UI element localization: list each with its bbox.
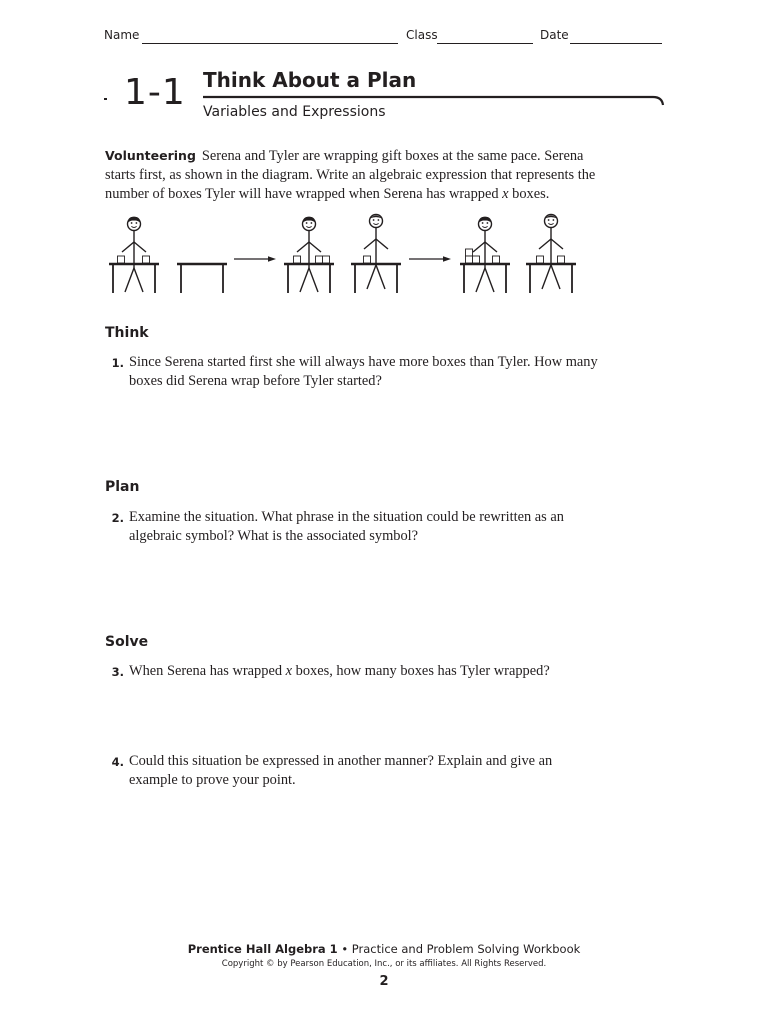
problem-statement bbox=[105, 146, 605, 204]
question-3-text-1: When Serena has wrapped bbox=[129, 663, 286, 679]
question-4 bbox=[104, 752, 604, 790]
scene-tyler-middle bbox=[351, 215, 401, 294]
question-3-number: 3. bbox=[111, 665, 124, 679]
question-1 bbox=[104, 353, 604, 391]
footer-book-title: Prentice Hall Algebra 1 bbox=[187, 942, 338, 956]
footer-book-subtitle: Practice and Problem Solving Workbook bbox=[351, 942, 581, 956]
footer-book-line bbox=[0, 942, 768, 956]
page-number: 2 bbox=[379, 974, 389, 989]
question-3 bbox=[104, 662, 604, 681]
name-label: Name bbox=[104, 28, 140, 42]
question-3-variable: x bbox=[285, 663, 293, 679]
scene-serena-middle bbox=[284, 217, 334, 293]
section-solve: Solve bbox=[105, 634, 149, 650]
question-4-number: 4. bbox=[111, 755, 124, 769]
scene-serena-end bbox=[460, 217, 510, 293]
date-label: Date bbox=[540, 28, 569, 42]
class-label: Class bbox=[406, 28, 438, 42]
scene-serena-start bbox=[109, 217, 159, 293]
footer-separator: • bbox=[341, 942, 349, 956]
scene-tyler-end bbox=[526, 215, 576, 294]
question-1-text: Since Serena started first she will always have more boxes than Tyler. How many boxes did Serena wrap before Tyler started? bbox=[129, 354, 598, 389]
problem-variable: x bbox=[502, 186, 509, 202]
section-think: Think bbox=[105, 325, 149, 341]
question-2 bbox=[104, 508, 604, 546]
wrapping-diagram bbox=[104, 212, 584, 298]
question-2-text: Examine the situation. What phrase in the situation could be rewritten as an algebraic symbol? What is the associated symbol? bbox=[129, 509, 564, 544]
lesson-subtitle: Variables and Expressions bbox=[203, 104, 386, 120]
question-3-text bbox=[129, 662, 604, 681]
lesson-title: Think About a Plan bbox=[203, 68, 417, 92]
question-3-text-2: boxes, how many boxes has Tyler wrapped? bbox=[292, 663, 550, 679]
problem-lead: Volunteering bbox=[105, 148, 196, 163]
section-plan: Plan bbox=[105, 479, 140, 495]
table-empty bbox=[177, 264, 227, 293]
class-field[interactable] bbox=[437, 43, 533, 44]
question-2-number: 2. bbox=[111, 511, 124, 525]
date-field[interactable] bbox=[570, 43, 662, 44]
question-1-number: 1. bbox=[111, 356, 124, 370]
margin-tick bbox=[104, 98, 107, 100]
problem-text-2: boxes. bbox=[508, 186, 550, 202]
footer-copyright: Copyright © by Pearson Education, Inc., or its affiliates. All Rights Reserved. bbox=[221, 959, 547, 969]
lesson-number: 1-1 bbox=[124, 72, 186, 113]
question-4-text: Could this situation be expressed in another manner? Explain and give an example to prove your point. bbox=[129, 753, 553, 788]
name-field[interactable] bbox=[142, 43, 398, 44]
problem-text-1: Serena and Tyler are wrapping gift boxes at the same pace. Serena starts first, as shown in the diagram. Write an algebraic expression that represents the number of boxes Tyler will have wrapped when Serena has wrapped bbox=[105, 148, 596, 202]
student-info-header bbox=[104, 28, 662, 48]
